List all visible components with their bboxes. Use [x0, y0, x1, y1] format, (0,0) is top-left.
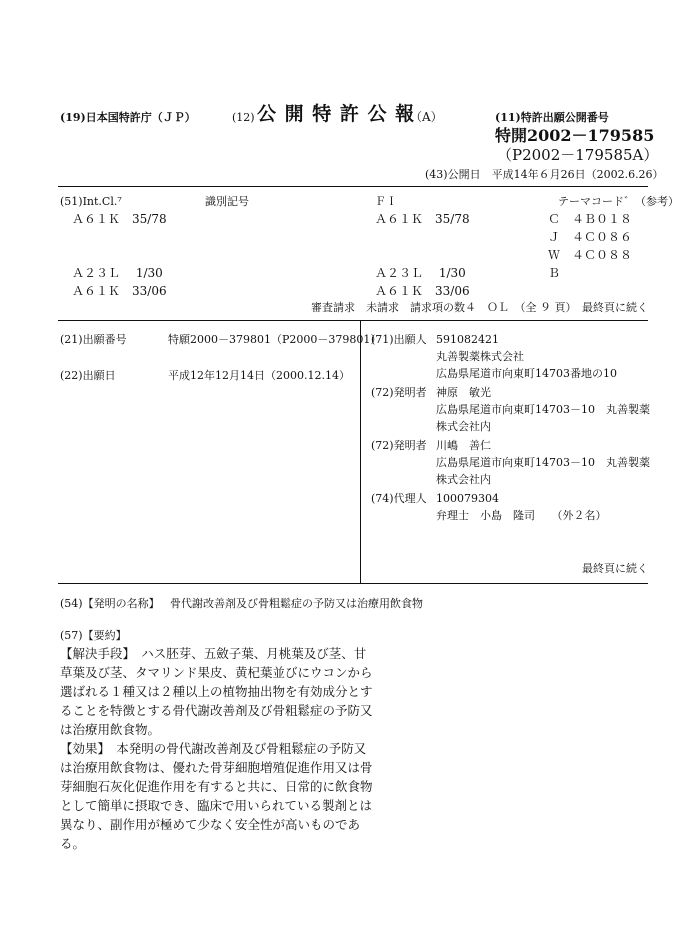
- party-line: 神原 敏光: [436, 386, 491, 399]
- theme-code: Ｂ: [548, 266, 561, 280]
- intcl-code: Ａ６１Ｋ 33/06: [72, 284, 167, 298]
- abstract-line: 草葉及び茎、タマリンド果皮、黄杞葉並びにウコンから: [60, 665, 373, 680]
- party-label: (72)発明者: [371, 386, 427, 399]
- abstract-line: る。: [60, 836, 86, 851]
- kind-number: (12): [232, 111, 255, 124]
- party-line: 弁理士 小島 隆司 （外２名）: [436, 509, 607, 522]
- party-line: 広島県尾道市向東町14703番地の10: [436, 367, 617, 380]
- party-label: (71)出願人: [371, 333, 427, 346]
- abstract-line: 【解決手段】 ハス胚芽、五斂子葉、月桃葉及び茎、甘: [60, 646, 367, 661]
- party-line: 株式会社内: [436, 473, 491, 486]
- abstract-line: 選ばれる１種又は２種以上の植物抽出物を有効成分とす: [60, 684, 373, 699]
- publication-number: 特開2002－179585: [495, 126, 655, 145]
- party-line: 100079304: [436, 492, 499, 505]
- party-label: (74)代理人: [371, 492, 427, 505]
- id-symbol-label: 識別記号: [205, 195, 249, 208]
- fi-label: ＦＩ: [375, 195, 397, 208]
- abstract-line: 異なり、副作用が極めて少なく安全性が高いものであ: [60, 817, 361, 832]
- abstract-label: (57)【要約】: [60, 629, 127, 642]
- party-line: 広島県尾道市向東町14703－10 丸善製薬: [436, 456, 650, 469]
- party-line: 広島県尾道市向東町14703－10 丸善製薬: [436, 403, 650, 416]
- party-label: (72)発明者: [371, 439, 427, 452]
- fi-code: Ａ６１Ｋ 35/78: [375, 212, 470, 226]
- publication-date: (43)公開日 平成14年６月26日（2002.6.26）: [425, 168, 664, 181]
- theme-code-label: テーマコード゛（参考）: [558, 195, 679, 208]
- abstract-line: として簡単に摂取でき、臨床で用いられている製剤とは: [60, 798, 373, 813]
- theme-code: Ｊ ４Ｃ０８６: [548, 230, 633, 244]
- fi-code: Ａ２３Ｌ 1/30: [375, 266, 466, 280]
- country-code: (19)日本国特許庁（ＪＰ）: [60, 111, 196, 124]
- column-divider: [360, 321, 361, 583]
- theme-code: Ｗ ４Ｃ０８８: [548, 248, 633, 262]
- header-divider: [58, 186, 648, 187]
- abstract-line: は治療用飲食物は、優れた骨芽細胞増殖促進作用又は骨: [60, 760, 373, 775]
- publication-number-label: (11)特許出願公開番号: [495, 111, 609, 124]
- publication-kind-title: 公 開 特 許 公 報: [257, 103, 416, 125]
- parties-divider: [58, 583, 648, 584]
- party-line: 591082421: [436, 333, 499, 346]
- party-line: 川嶋 善仁: [436, 439, 491, 452]
- abstract-line: 芽細胞石灰化促進作用を有すると共に、日常的に飲食物: [60, 779, 373, 794]
- abstract-line: ることを特徴とする骨代謝改善剤及び骨粗鬆症の予防又: [60, 703, 373, 718]
- invention-title: 骨代謝改善剤及び骨粗鬆症の予防又は治療用飲食物: [170, 597, 423, 610]
- examination-status: 審査請求 未請求 請求項の数４ ＯＬ （全 ９ 頁） 最終頁に続く: [311, 301, 648, 314]
- filing-date: 平成12年12月14日（2000.12.14）: [168, 369, 350, 382]
- publication-number-alt: （P2002－179585A）: [497, 146, 659, 164]
- classification-divider: [58, 320, 648, 321]
- abstract-line: 【効果】 本発明の骨代謝改善剤及び骨粗鬆症の予防又: [60, 741, 367, 756]
- theme-code: Ｃ ４Ｂ０１８: [548, 212, 633, 226]
- application-number-label: (21)出願番号: [60, 333, 127, 346]
- intcl-code: Ａ２３Ｌ 1/30: [72, 266, 163, 280]
- intcl-code: Ａ６１Ｋ 35/78: [72, 212, 167, 226]
- publication-kind-suffix: （A）: [410, 110, 443, 124]
- party-line: 丸善製薬株式会社: [436, 350, 524, 363]
- application-number: 特願2000－379801（P2000－379801）: [168, 333, 382, 346]
- intcl-label: (51)Int.Cl.⁷: [60, 195, 122, 208]
- abstract-line: は治療用飲食物。: [60, 722, 161, 737]
- fi-code: Ａ６１Ｋ 33/06: [375, 284, 470, 298]
- title-label: (54)【発明の名称】: [60, 597, 160, 610]
- continued-note: 最終頁に続く: [582, 562, 648, 575]
- party-line: 株式会社内: [436, 420, 491, 433]
- filing-date-label: (22)出願日: [60, 369, 116, 382]
